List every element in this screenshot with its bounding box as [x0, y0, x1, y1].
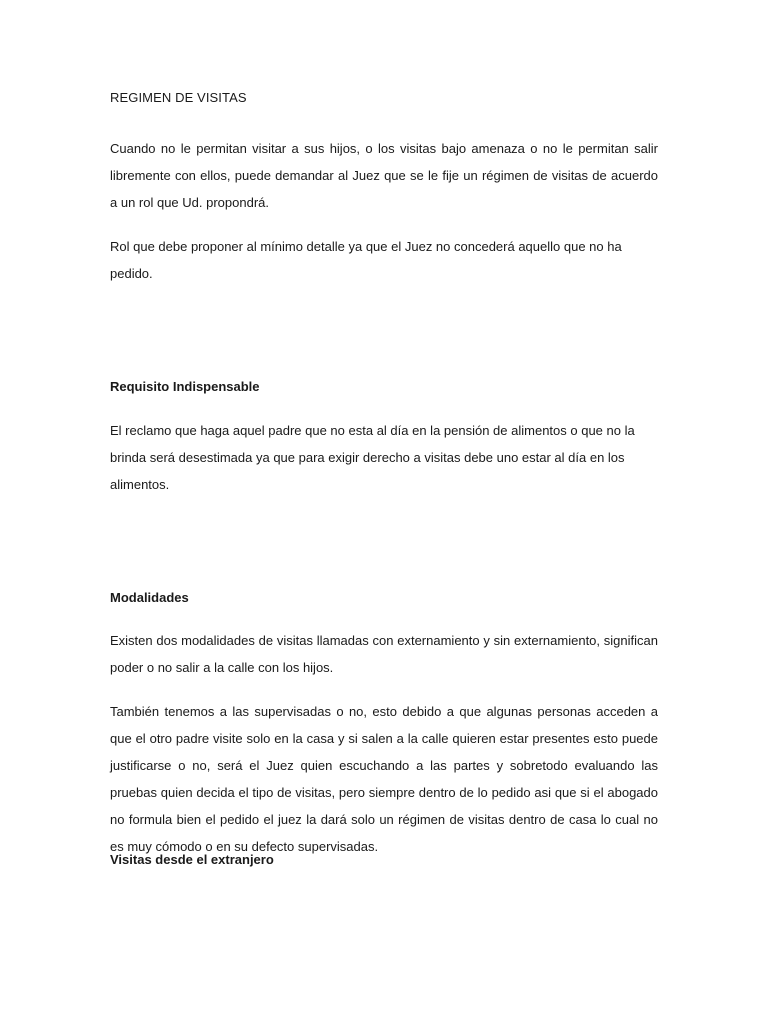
document-title: REGIMEN DE VISITAS	[110, 90, 247, 105]
paragraph-supervisadas: También tenemos a las supervisadas o no, esto debido a que algunas personas acceden a que el otro padre visite solo en la casa y si salen a la calle quieren estar presentes esto puede justificarse o no, será el Juez quien escuchando a las partes y sobretodo evaluando las pruebas quien decida el tipo de visitas, pero siempre dentro de lo pedido asi que si el abogado no formula bien el pedido el juez la dará solo un régimen de visitas dentro de casa lo cual no es muy cómodo o en su defecto supervisadas.	[110, 704, 658, 854]
heading-modalidades: Modalidades	[110, 590, 189, 605]
paragraph-intro: Cuando no le permitan visitar a sus hijos, o los visitas bajo amenaza o no le permitan salir libremente con ellos, puede demandar al Juez que se le fije un régimen de visitas de acuerdo a un rol que Ud. propondrá.	[110, 141, 658, 210]
paragraph-rol: Rol que debe proponer al mínimo detalle ya que el Juez no concederá aquello que no ha pedido.	[110, 239, 622, 281]
paragraph-modalidades: Existen dos modalidades de visitas llamadas con externamiento y sin externamiento, significan poder o no salir a la calle con los hijos.	[110, 633, 658, 675]
heading-extranjero: Visitas desde el extranjero	[110, 852, 274, 867]
paragraph-requisito: El reclamo que haga aquel padre que no esta al día en la pensión de alimentos o que no la brinda será desestimada ya que para exigir derecho a visitas debe uno estar al día en los alimentos.	[110, 423, 635, 492]
heading-requisito: Requisito Indispensable	[110, 379, 260, 394]
